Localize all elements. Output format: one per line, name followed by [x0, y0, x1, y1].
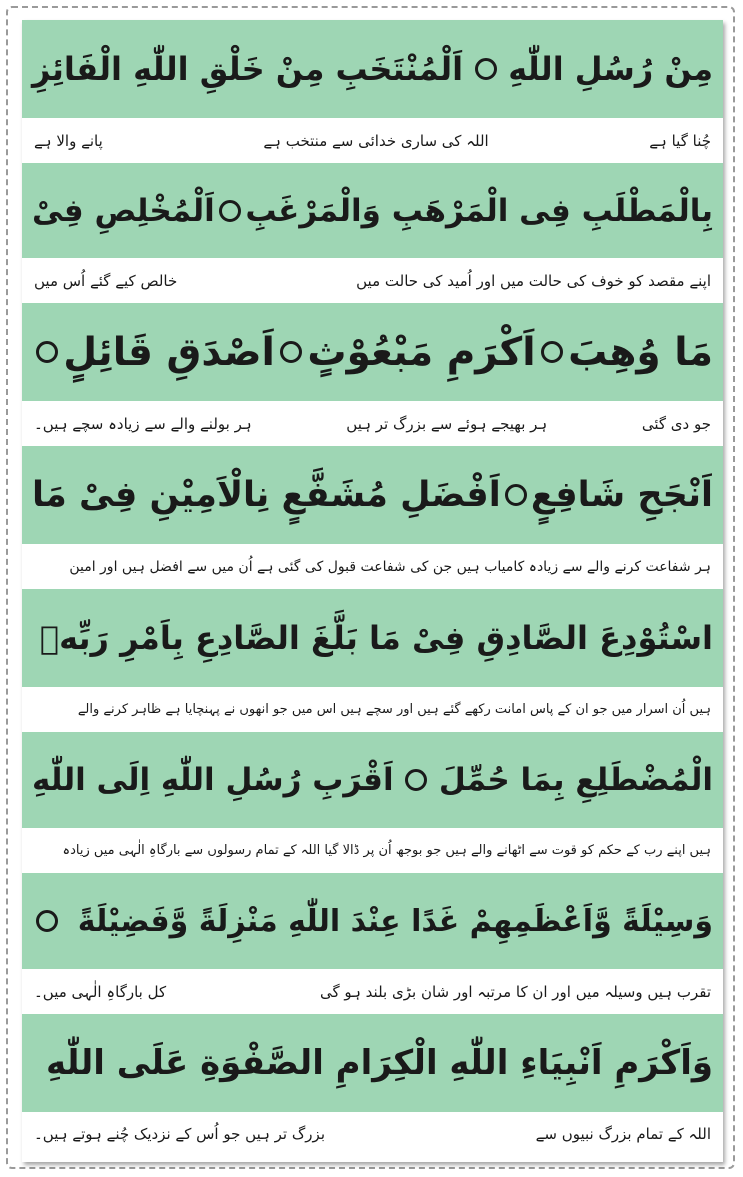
arabic-line-5	[22, 589, 723, 687]
urdu-line-6	[22, 828, 723, 873]
urdu-text: اپنے مقصد کو خوف کی حالت میں اور اُمید کی حالت میں	[356, 271, 711, 290]
urdu-line-7	[22, 969, 723, 1014]
urdu-text: کل بارگاہِ الٰہی میں۔	[34, 982, 167, 1001]
arabic-line-7	[22, 873, 723, 969]
arabic-text: اَلْمُخْلِصِ فِیْ	[32, 192, 215, 229]
urdu-line-1	[22, 118, 723, 163]
urdu-text: ہر شفاعت کرنے والے سے زیادہ کامیاب ہیں جن کی شفاعت قبول کی گئی ہے اُن میں سے افضل ہیں اور امین	[69, 558, 711, 575]
urdu-text: جو دی گئی	[641, 414, 711, 433]
document-page	[22, 20, 723, 1162]
arabic-line-8	[22, 1014, 723, 1112]
arabic-text: اَقْرَبِ رُسُلِ اللّٰهِ اِلَى اللّٰهِ	[32, 762, 394, 798]
urdu-line-3	[22, 401, 723, 446]
verse-separator-icon	[541, 341, 563, 363]
arabic-text: مَا وُهِبَ	[568, 329, 713, 375]
urdu-text: ہیں اُن اسرار میں جو ان کے پاس امانت رکھے گئے ہیں اور سچے ہیں اس میں جو انھوں نے پہنچایا ہے ظاہر کرنے والے	[77, 702, 711, 717]
verse-separator-icon	[475, 58, 497, 80]
urdu-text: اللہ کے تمام بزرگ نبیوں سے	[535, 1125, 711, 1143]
urdu-text: ہر بولنے والے سے زیادہ سچے ہیں۔	[34, 414, 252, 433]
arabic-text: وَسِيْلَةً وَّاَعْظَمِهِمْ غَدًا عِنْدَ اللّٰهِ مَنْزِلَةً وَّفَضِيْلَةً	[77, 903, 713, 939]
arabic-text: مِنْ رُسُلِ اللّٰهِ	[508, 50, 713, 88]
verse-separator-icon	[505, 484, 527, 506]
arabic-line-3	[22, 303, 723, 401]
verse-separator-icon	[36, 910, 58, 932]
urdu-text: پانے والا ہے	[34, 131, 103, 150]
urdu-line-4	[22, 544, 723, 589]
arabic-text: بِالْمَطْلَبِ فِی الْمَرْهَبِ وَالْمَرْغَبِ	[245, 192, 713, 229]
arabic-text: اسْتُوْدِعَ الصَّادِقِ فِیْ مَا بَلَّغَ الصَّادِعِ بِاَمْرِ رَبِّهٖ	[39, 619, 713, 657]
urdu-text: خالص کیے گئے اُس میں	[34, 271, 178, 290]
arabic-line-2	[22, 163, 723, 258]
arabic-text: اَكْرَمِ مَبْعُوْثٍ	[307, 329, 536, 375]
urdu-text: ہیں اپنے رب کے حکم کو قوت سے اٹھانے والے ہیں جو بوجھ اُن پر ڈالا گیا اللہ کے تمام رسولوں سے بارگاہِ الٰہی میں زیادہ	[62, 843, 711, 858]
urdu-line-5	[22, 687, 723, 732]
urdu-text: بزرگ تر ہیں جو اُس کے نزدیک چُنے ہوتے ہیں۔	[34, 1125, 325, 1143]
arabic-text: اَلْمُنْتَخَبِ مِنْ خَلْقِ اللّٰهِ الْفَائِزِ	[32, 50, 464, 88]
arabic-text: الْمُضْطَلِعِ بِمَا حُمِّلَ	[438, 762, 713, 798]
verse-separator-icon	[280, 341, 302, 363]
arabic-line-6	[22, 732, 723, 828]
urdu-text: اللہ کی ساری خدائی سے منتخب ہے	[263, 131, 489, 150]
arabic-line-4	[22, 446, 723, 544]
urdu-text: ہر بھیجے ہوئے سے بزرگ تر ہیں	[346, 414, 548, 433]
urdu-text: چُنا گیا ہے	[649, 131, 711, 150]
urdu-line-2	[22, 258, 723, 303]
urdu-text: تقرب ہیں وسیلہ میں اور ان کا مرتبہ اور شان بڑی بلند ہو گی	[319, 982, 711, 1001]
verse-separator-icon	[405, 769, 427, 791]
verse-separator-icon	[219, 200, 241, 222]
urdu-line-8	[22, 1112, 723, 1156]
arabic-text: اَنْجَحِ شَافِعٍ	[530, 475, 713, 515]
arabic-text: اَصْدَقِ قَائِلٍ	[63, 329, 275, 375]
arabic-text: اَفْضَلِ مُشَفَّعٍ نِالْاَمِيْنِ فِیْ مَا	[32, 475, 501, 515]
arabic-line-1	[22, 20, 723, 118]
verse-separator-icon	[36, 341, 58, 363]
arabic-text: وَاَكْرَمِ اَنْبِيَاءِ اللّٰهِ الْكِرَامِ الصَّفْوَةِ عَلَى اللّٰهِ	[45, 1043, 713, 1083]
